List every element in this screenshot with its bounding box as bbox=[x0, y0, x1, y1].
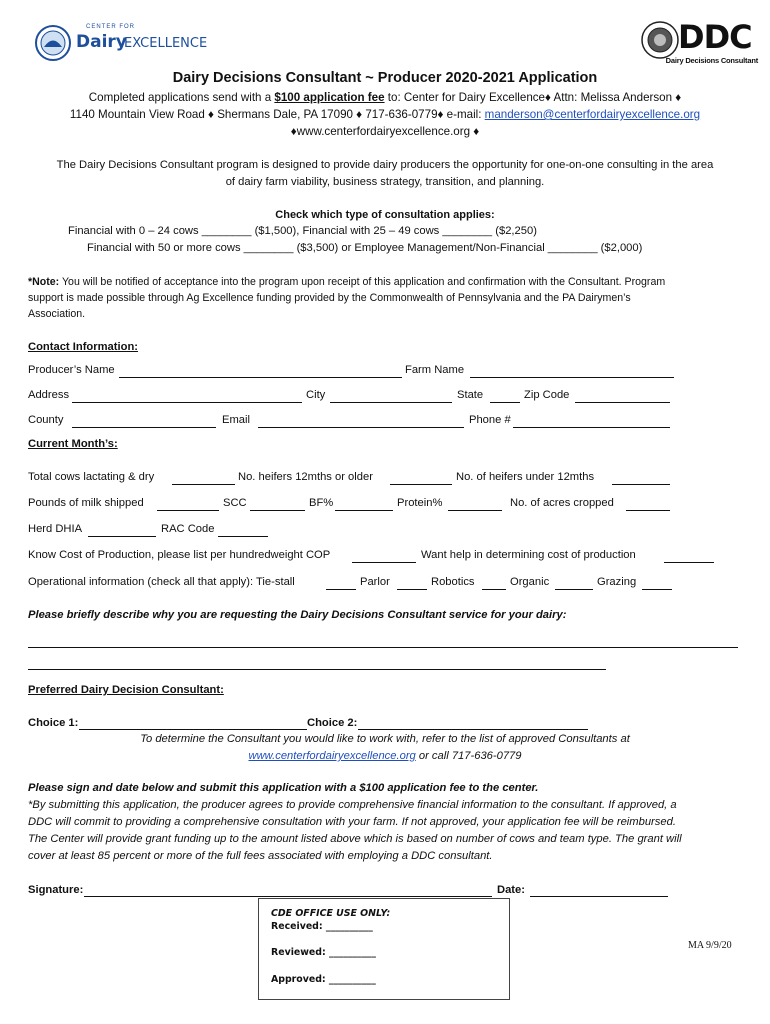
contact-heading: Contact Information: bbox=[28, 341, 139, 353]
note-line-2: support is made possible through Ag Excellence funding provided by the Commonwealth of Pennsylvania and the PA Dairymen’s bbox=[28, 292, 631, 304]
protein-label: Protein% bbox=[397, 497, 443, 509]
logo-word-text: EXCELLENCE bbox=[124, 36, 208, 51]
state-label: State bbox=[457, 389, 484, 401]
choice-2-field[interactable] bbox=[358, 729, 588, 730]
rac-code-field[interactable] bbox=[218, 536, 268, 537]
submit-line-1: *By submitting this application, the producer agrees to provide comprehensive financial information to the consultant. If approved, a bbox=[28, 799, 677, 811]
send-suffix: to: Center for Dairy Excellence♦ Attn: Melissa Anderson ♦ bbox=[384, 91, 682, 104]
acres-cropped-label: No. of acres cropped bbox=[510, 497, 614, 509]
choice-1-label: Choice 1: bbox=[28, 717, 79, 729]
send-line bbox=[0, 91, 770, 104]
bf-label: BF% bbox=[309, 497, 334, 509]
phone-label: Phone # bbox=[469, 414, 511, 426]
zip-code-label: Zip Code bbox=[524, 389, 570, 401]
parlor-field[interactable] bbox=[397, 589, 427, 590]
herd-dhia-label: Herd DHIA bbox=[28, 523, 83, 535]
producer-name-field[interactable] bbox=[119, 377, 402, 378]
address-field[interactable] bbox=[72, 402, 302, 403]
form-revision-code: MA 9/9/20 bbox=[688, 940, 732, 951]
email-label: Email bbox=[222, 414, 250, 426]
current-month-heading: Current Month’s: bbox=[28, 438, 118, 450]
ddc-logo bbox=[640, 18, 758, 68]
website-line: ♦www.centerfordairyexcellence.org ♦ bbox=[290, 125, 480, 138]
send-prefix: Completed applications send with a bbox=[88, 91, 275, 104]
robotics-field[interactable] bbox=[482, 589, 506, 590]
office-use-box bbox=[258, 898, 510, 1000]
submit-line-2: DDC will commit to providing a comprehensive consultation with your farm. If not approved, your application fee will be reimbursed. bbox=[28, 816, 676, 828]
heifers-under-field[interactable] bbox=[612, 484, 670, 485]
email-field[interactable] bbox=[258, 427, 464, 428]
phone-field[interactable] bbox=[513, 427, 670, 428]
milk-shipped-label: Pounds of milk shipped bbox=[28, 497, 144, 509]
parlor-label: Parlor bbox=[360, 576, 390, 588]
office-reviewed: Reviewed: __________ bbox=[271, 947, 376, 958]
heifers-older-field[interactable] bbox=[390, 484, 452, 485]
page-title: Dairy Decisions Consultant ~ Producer 2020-2021 Application bbox=[172, 70, 598, 86]
milk-shipped-field[interactable] bbox=[157, 510, 219, 511]
date-label: Date: bbox=[497, 884, 525, 896]
scc-label: SCC bbox=[223, 497, 247, 509]
robotics-label: Robotics bbox=[431, 576, 475, 588]
bf-field[interactable] bbox=[335, 510, 393, 511]
herd-dhia-field[interactable] bbox=[88, 536, 156, 537]
tie-stall-field[interactable] bbox=[326, 589, 356, 590]
zip-code-field[interactable] bbox=[575, 402, 670, 403]
office-approved: Approved: __________ bbox=[271, 974, 376, 985]
total-cows-field[interactable] bbox=[172, 484, 235, 485]
city-field[interactable] bbox=[330, 402, 452, 403]
ddc-logo-text: DDC bbox=[678, 18, 752, 56]
city-label: City bbox=[306, 389, 326, 401]
describe-prompt: Please briefly describe why you are requesting the Dairy Decisions Consultant service for your dairy: bbox=[28, 609, 567, 621]
consult-heading: Check which type of consultation applies: bbox=[275, 209, 495, 221]
grazing-field[interactable] bbox=[642, 589, 672, 590]
address-line bbox=[0, 108, 770, 121]
signature-field[interactable] bbox=[84, 896, 492, 897]
submit-line-4: cover at least 85 percent or more of the full fees associated with employing a DDC consultant. bbox=[28, 850, 493, 862]
farm-name-field[interactable] bbox=[470, 377, 674, 378]
logo-small-text: CENTER FOR bbox=[86, 24, 135, 30]
intro-line-2: of dairy farm viability, business strategy, transition, and planning. bbox=[225, 176, 545, 188]
submit-heading: Please sign and date below and submit this application with a $100 application fee to the center. bbox=[28, 782, 539, 794]
note-line-1 bbox=[28, 276, 665, 288]
total-cows-label: Total cows lactating & dry bbox=[28, 471, 155, 483]
cop-field[interactable] bbox=[352, 562, 416, 563]
note-line-3: Association. bbox=[28, 308, 86, 320]
preferred-heading: Preferred Dairy Decision Consultant: bbox=[28, 684, 224, 696]
ddc-logo-caption: Dairy Decisions Consultant bbox=[665, 56, 758, 65]
consultant-website-link[interactable]: www.centerfordairyexcellence.org bbox=[248, 750, 416, 762]
farm-name-label: Farm Name bbox=[405, 364, 465, 376]
consultant-call: or call 717-636-0779 bbox=[415, 750, 522, 762]
consult-option-line-1[interactable]: Financial with 0 – 24 cows ________ ($1,500), Financial with 25 – 49 cows ________ ($2,250) bbox=[68, 225, 537, 237]
county-label: County bbox=[28, 414, 64, 426]
logo-brand-text: Dairy bbox=[76, 32, 127, 52]
office-received: Received: __________ bbox=[271, 921, 373, 932]
choice-2-label: Choice 2: bbox=[307, 717, 358, 729]
organic-field[interactable] bbox=[555, 589, 593, 590]
heifers-older-label: No. heifers 12mths or older bbox=[238, 471, 373, 483]
consult-option-line-2[interactable]: Financial with 50 or more cows ________ ($3,500) or Employee Management/Non-Financial ________ ($2,000) bbox=[87, 242, 643, 254]
note-text-1: You will be notified of acceptance into the program upon receipt of this application and confirmation with the Consultant. Program bbox=[59, 276, 666, 288]
date-field[interactable] bbox=[530, 896, 668, 897]
submit-line-3: The Center will provide grant funding up to the amount listed above which is based on number of cows and team type. The grant will bbox=[28, 833, 682, 845]
signature-label: Signature: bbox=[28, 884, 84, 896]
consultant-website-line bbox=[0, 750, 770, 762]
heifers-under-label: No. of heifers under 12mths bbox=[456, 471, 595, 483]
address-label: Address bbox=[28, 389, 70, 401]
address-text: 1140 Mountain View Road ♦ Shermans Dale, PA 17090 ♦ 717-636-0779♦ e-mail: bbox=[69, 108, 485, 121]
office-use-title: CDE OFFICE USE ONLY: bbox=[271, 908, 391, 919]
cop-label: Know Cost of Production, please list per hundredweight COP bbox=[28, 549, 331, 561]
intro-line-1: The Dairy Decisions Consultant program is designed to provide dairy producers the opportunity for one-on-one consulting in the area bbox=[56, 159, 714, 171]
county-field[interactable] bbox=[72, 427, 216, 428]
acres-cropped-field[interactable] bbox=[626, 510, 670, 511]
state-field[interactable] bbox=[490, 402, 520, 403]
operational-label: Operational information (check all that apply): Tie-stall bbox=[28, 576, 295, 588]
email-link[interactable]: manderson@centerfordairyexcellence.org bbox=[484, 108, 701, 121]
choice-1-field[interactable] bbox=[79, 729, 307, 730]
describe-line-1[interactable] bbox=[28, 647, 738, 648]
center-for-dairy-excellence-logo bbox=[32, 20, 207, 66]
help-cop-label: Want help in determining cost of production bbox=[421, 549, 636, 561]
organic-label: Organic bbox=[510, 576, 550, 588]
rac-code-label: RAC Code bbox=[161, 523, 215, 535]
grazing-label: Grazing bbox=[597, 576, 637, 588]
note-label: *Note: bbox=[28, 276, 60, 288]
protein-field[interactable] bbox=[448, 510, 502, 511]
application-fee: $100 application fee bbox=[274, 91, 385, 104]
consultant-help-line: To determine the Consultant you would like to work with, refer to the list of approved Consultants at bbox=[140, 733, 630, 745]
producer-name-label: Producer’s Name bbox=[28, 364, 115, 376]
scc-field[interactable] bbox=[250, 510, 305, 511]
help-cop-field[interactable] bbox=[664, 562, 714, 563]
describe-line-2[interactable] bbox=[28, 669, 606, 670]
